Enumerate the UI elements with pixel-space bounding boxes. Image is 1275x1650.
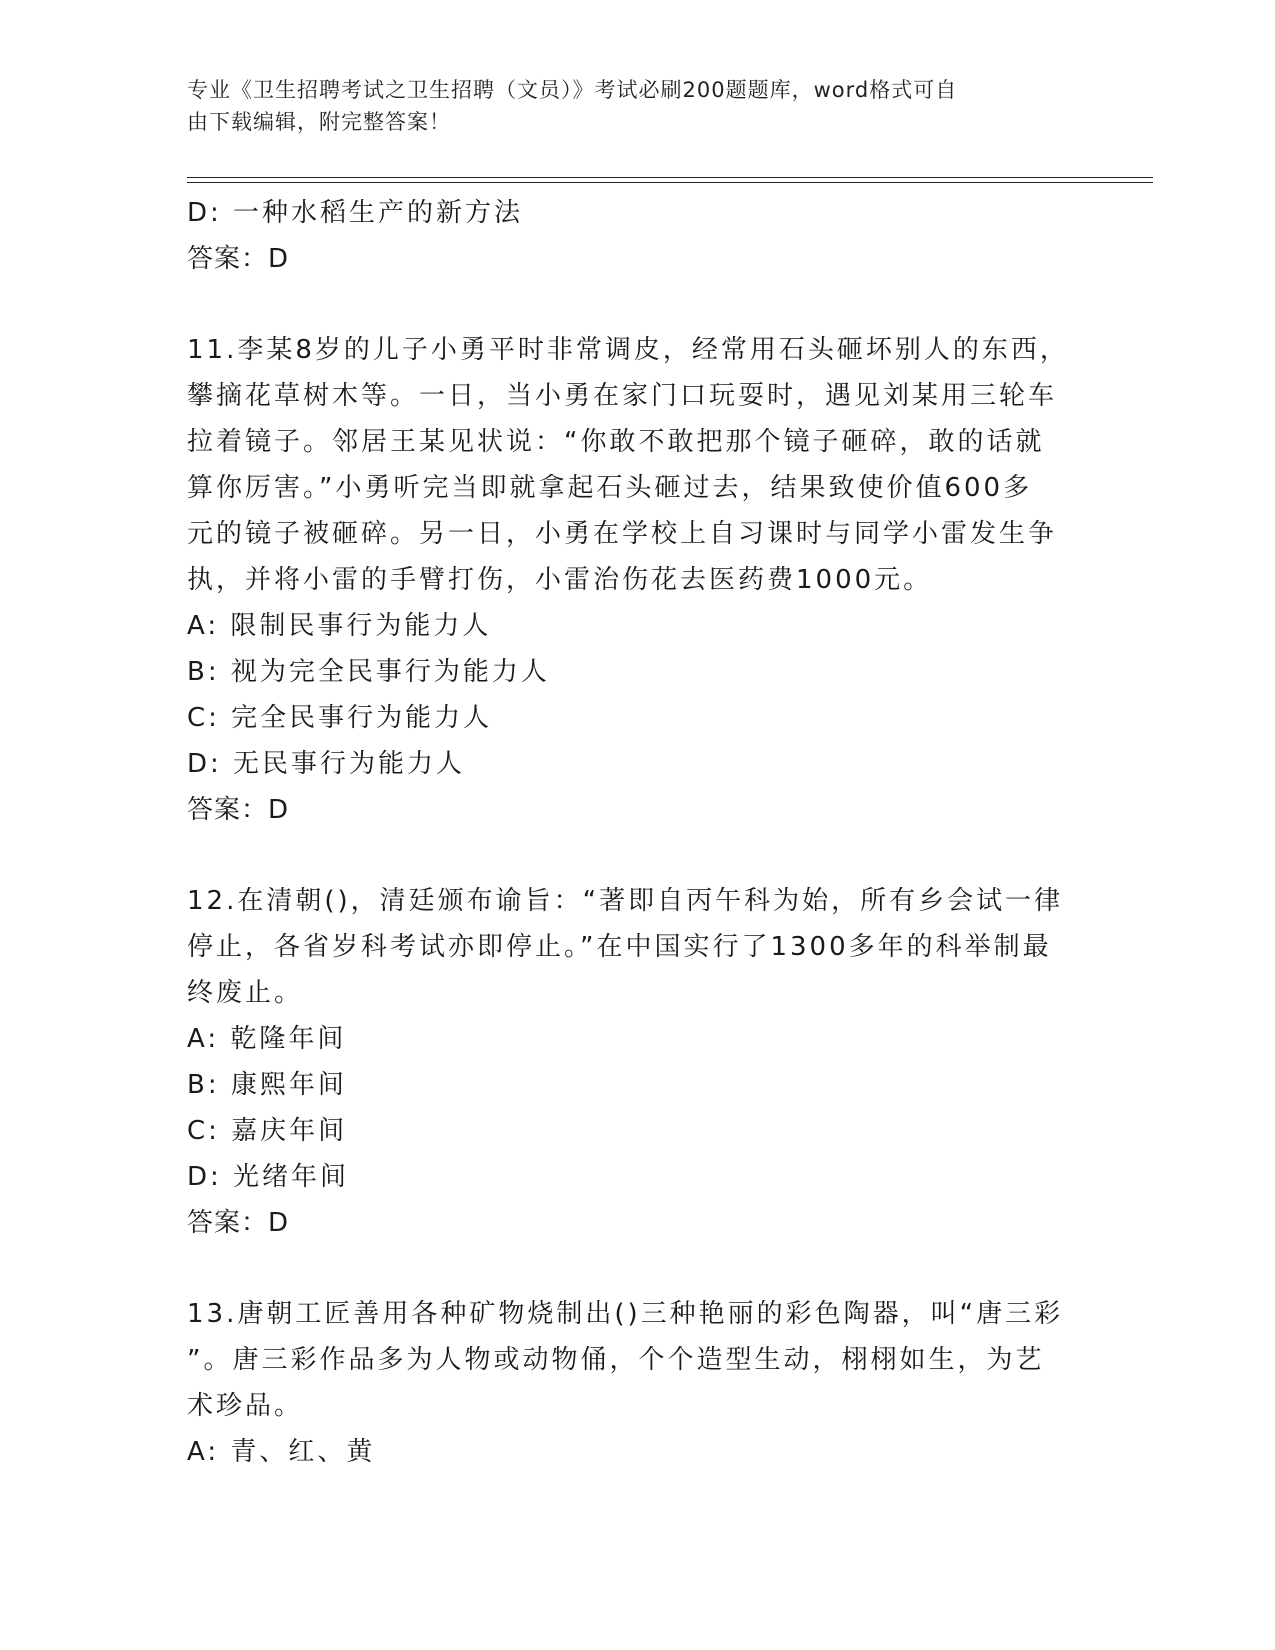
option-d: D: 一种水稻生产的新方法 bbox=[187, 198, 524, 228]
option-d: D: 光绪年间 bbox=[187, 1162, 350, 1192]
question-text-line: 11.李某8岁的儿子小勇平时非常调皮，经常用石头砸坏别人的东西， bbox=[187, 335, 1069, 365]
question-text-line: 12.在清朝()，清廷颁布谕旨：“著即自丙午科为始，所有乡会试一律 bbox=[187, 886, 1064, 916]
question-text-line: 终废止。 bbox=[187, 978, 304, 1008]
question-text-line: 元的镜子被砸碎。另一日，小勇在学校上自习课时与同学小雷发生争 bbox=[187, 519, 1058, 549]
question-12 bbox=[187, 878, 1087, 1246]
answer-line: 答案：D bbox=[187, 1208, 290, 1238]
option-a: A: 青、红、黄 bbox=[187, 1437, 376, 1467]
option-a: A: 乾隆年间 bbox=[187, 1024, 347, 1054]
option-d: D: 无民事行为能力人 bbox=[187, 749, 466, 779]
question-text-line: 13.唐朝工匠善用各种矿物烧制出()三种艳丽的彩色陶器，叫“唐三彩 bbox=[187, 1299, 1064, 1329]
answer-line: 答案：D bbox=[187, 795, 290, 825]
question-text-line: 算你厉害。”小勇听完当即就拿起石头砸过去，结果致使价值600多 bbox=[187, 473, 1033, 503]
question-text-line: 术珍品。 bbox=[187, 1391, 304, 1421]
document-header bbox=[187, 74, 1067, 138]
question-13 bbox=[187, 1291, 1087, 1475]
question-text-line: ”。唐三彩作品多为人物或动物俑，个个造型生动，栩栩如生，为艺 bbox=[187, 1345, 1045, 1375]
option-b: B: 视为完全民事行为能力人 bbox=[187, 657, 550, 687]
answer-line: 答案：D bbox=[187, 244, 290, 274]
option-c: C: 完全民事行为能力人 bbox=[187, 703, 493, 733]
option-c: C: 嘉庆年间 bbox=[187, 1116, 348, 1146]
question-text-line: 执，并将小雷的手臂打伤，小雷治伤花去医药费1000元。 bbox=[187, 565, 933, 595]
question-text-line: 停止，各省岁科考试亦即停止。”在中国实行了1300多年的科举制最 bbox=[187, 932, 1052, 962]
question-10-tail bbox=[187, 190, 1087, 282]
document-body bbox=[187, 190, 1087, 1475]
header-rule-top bbox=[187, 177, 1153, 178]
question-text-line: 拉着镜子。邻居王某见状说：“你敢不敢把那个镜子砸碎，敢的话就 bbox=[187, 427, 1045, 457]
option-b: B: 康熙年间 bbox=[187, 1070, 347, 1100]
header-title-line-1: 专业《卫生招聘考试之卫生招聘（文员）》考试必刷200题题库，word格式可自 bbox=[187, 78, 958, 102]
option-a: A: 限制民事行为能力人 bbox=[187, 611, 492, 641]
header-rule-bottom bbox=[187, 182, 1153, 183]
question-text-line: 攀摘花草树木等。一日，当小勇在家门口玩耍时，遇见刘某用三轮车 bbox=[187, 381, 1058, 411]
question-11 bbox=[187, 327, 1087, 833]
header-title-line-2: 由下载编辑，附完整答案！ bbox=[187, 110, 451, 134]
